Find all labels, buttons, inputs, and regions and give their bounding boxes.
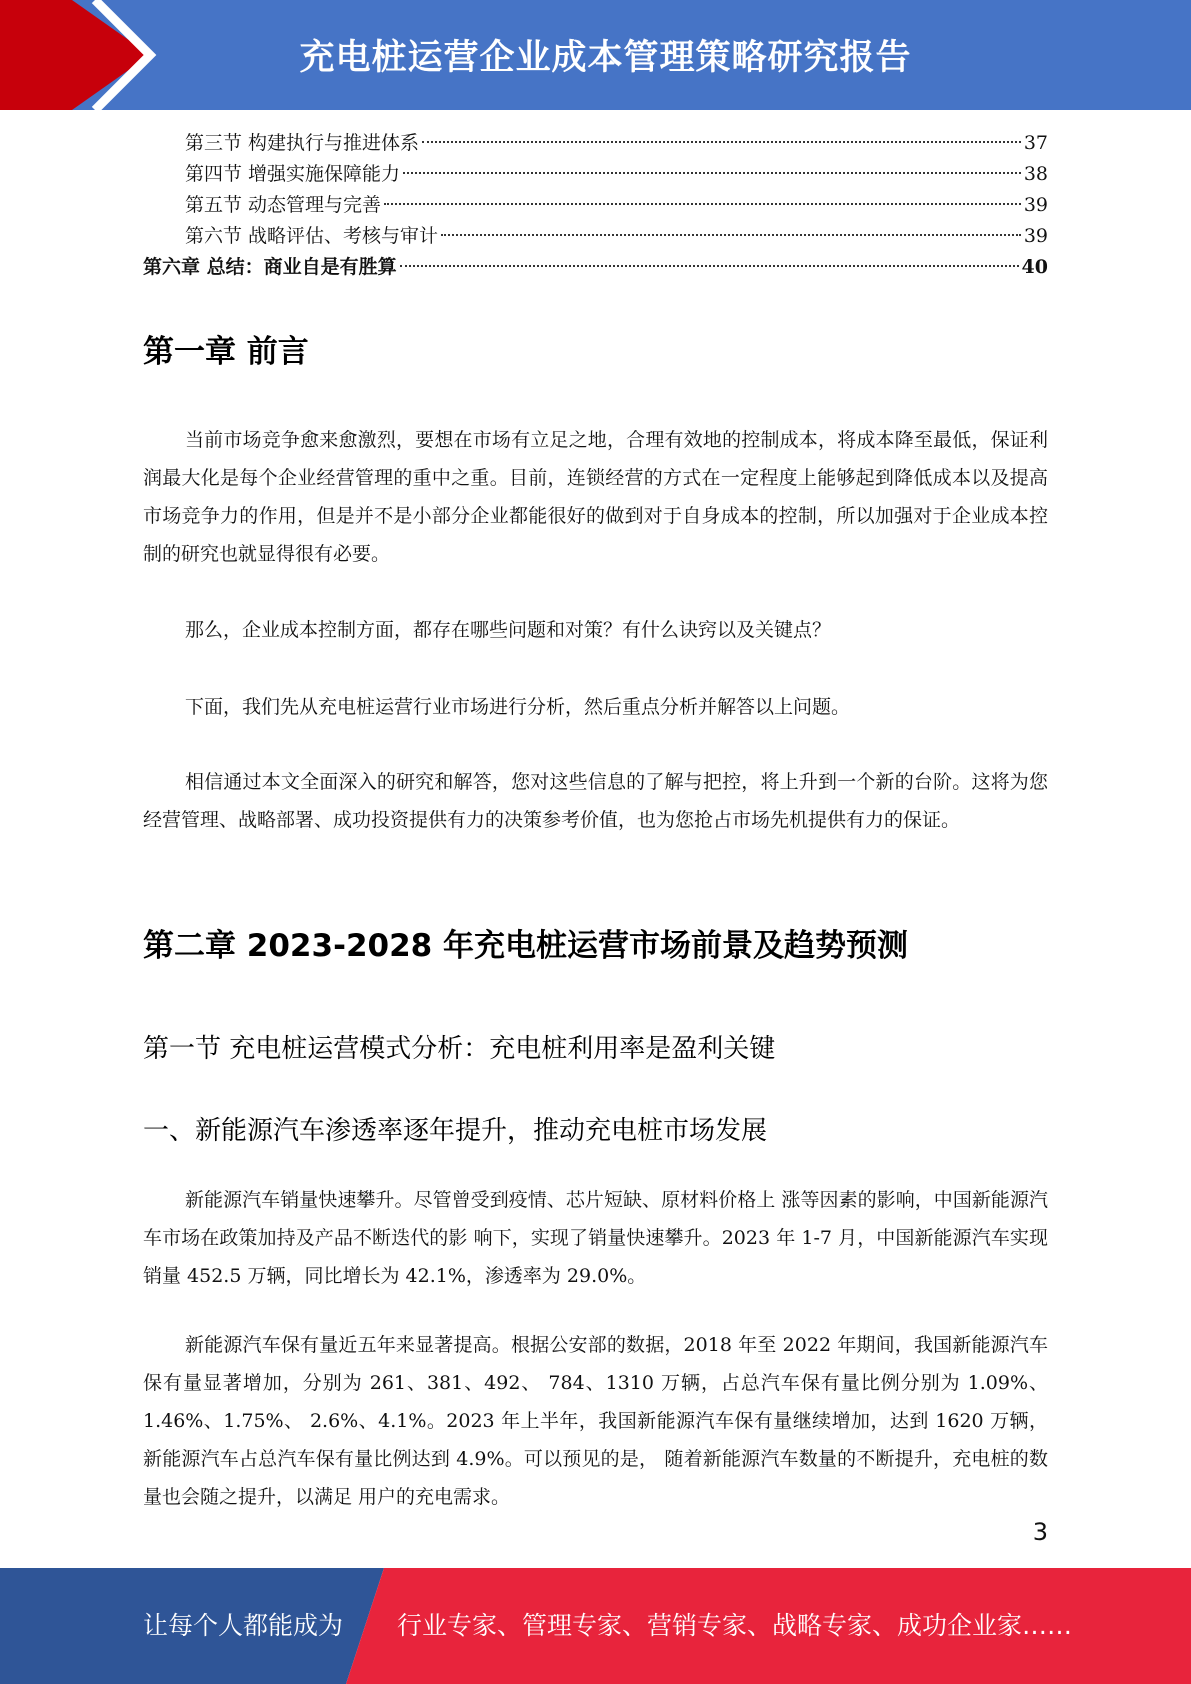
page-header: [0, 0, 1191, 110]
toc-row[interactable]: [143, 159, 1048, 190]
toc-row[interactable]: [143, 190, 1048, 221]
page-number: 3: [1032, 1518, 1048, 1546]
chapter1-paragraph-3: 下面，我们先从充电桩运营行业市场进行分析，然后重点分析并解答以上问题。: [185, 696, 851, 718]
toc-page-number: 39: [1023, 194, 1048, 216]
chapter2-subsection-heading: 一、新能源汽车渗透率逐年提升，推动充电桩市场发展: [143, 1116, 768, 1146]
toc-entry-title: 第三节 构建执行与推进体系: [185, 132, 420, 154]
toc-page-number: 40: [1021, 256, 1048, 278]
toc-page-number: 39: [1023, 225, 1048, 247]
header-title: 充电桩运营企业成本管理策略研究报告: [299, 38, 912, 78]
toc-leader-dots: [403, 172, 1021, 174]
toc-entry-title: 第四节 增强实施保障能力: [185, 163, 401, 185]
toc-row[interactable]: [143, 252, 1048, 283]
toc-entry-title: 第六章 总结：商业自是有胜算: [143, 256, 397, 278]
toc-leader-dots: [441, 234, 1021, 236]
footer-slogan-left: 让每个人都能成为: [143, 1611, 344, 1640]
chapter1-paragraph-2: 那么，企业成本控制方面，都存在哪些问题和对策？有什么诀窍以及关键点？: [185, 619, 832, 641]
chapter2-paragraph-2: 新能源汽车保有量近五年来显著提高。根据公安部的数据，2018 年至 2022 年期间，我国新能源汽车保有量显著增加，分别为 261、381、492、 784、1310 万辆，占总汽车保有量比例分别为 1.09%、1.46%、1.75%、 2.6%、4.1%。2023 年上半年，我国新能源汽车保有量继续增加，达到 1620 万辆，新能源汽车占总汽车保有量比例达到 4.9%。可以预见的是， 随着新能源汽车数量的不断提升，充电桩的数量也会随之提升，以满足 用户的充电需求。: [143, 1334, 1048, 1508]
toc-leader-dots: [422, 141, 1021, 143]
chapter1-paragraph-1: 当前市场竞争愈来愈激烈，要想在市场有立足之地，合理有效地的控制成本，将成本降至最低，保证利润最大化是每个企业经营管理的重中之重。目前，连锁经营的方式在一定程度上能够起到降低成本以及提高市场竞争力的作用，但是并不是小部分企业都能很好的做到对于自身成本的控制，所以加强对于企业成本控制的研究也就显得很有必要。: [143, 429, 1048, 565]
toc-entry-title: 第五节 动态管理与完善: [185, 194, 382, 216]
page-footer: [0, 1568, 1191, 1684]
table-of-contents: [143, 128, 1048, 283]
footer-slogan-right: 行业专家、管理专家、营销专家、战略专家、成功企业家……: [397, 1611, 1073, 1640]
toc-leader-dots: [384, 203, 1021, 205]
toc-row[interactable]: [143, 221, 1048, 252]
chapter1-heading: 第一章 前言: [143, 334, 309, 370]
toc-page-number: 37: [1023, 132, 1048, 154]
toc-page-number: 38: [1023, 163, 1048, 185]
chapter1-paragraph-4: 相信通过本文全面深入的研究和解答，您对这些信息的了解与把控，将上升到一个新的台阶。这将为您经营管理、战略部署、成功投资提供有力的决策参考价值，也为您抢占市场先机提供有力的保证。: [143, 771, 1048, 831]
chapter2-section-heading: 第一节 充电桩运营模式分析：充电桩利用率是盈利关键: [143, 1034, 776, 1064]
toc-entry-title: 第六节 战略评估、考核与审计: [185, 225, 439, 247]
chapter2-heading: 第二章 2023-2028 年充电桩运营市场前景及趋势预测: [143, 928, 909, 964]
chapter2-paragraph-1: 新能源汽车销量快速攀升。尽管曾受到疫情、芯片短缺、原材料价格上 涨等因素的影响，中国新能源汽车市场在政策加持及产品不断迭代的影 响下，实现了销量快速攀升。2023 年 1-7 月，中国新能源汽车实现销量 452.5 万辆，同比增长为 42.1%，渗透率为 29.0%。: [143, 1189, 1048, 1287]
toc-leader-dots: [400, 265, 1019, 267]
toc-row[interactable]: [143, 128, 1048, 159]
